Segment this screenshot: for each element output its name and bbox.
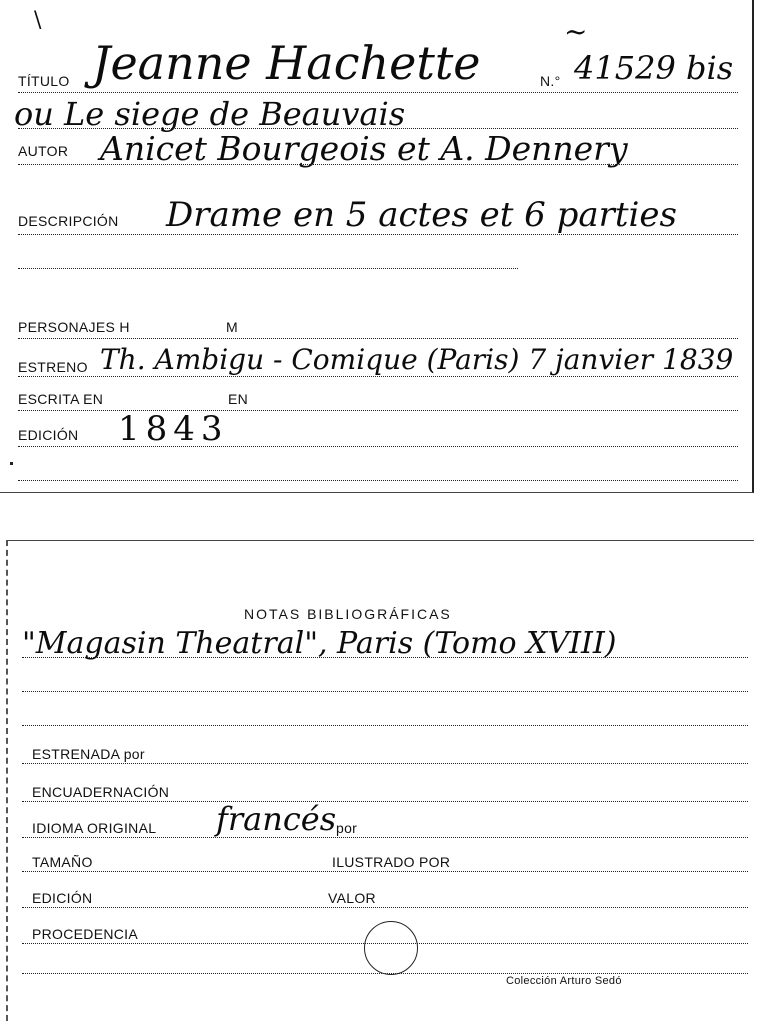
encuadernacion-line <box>22 801 748 802</box>
notas-label: NOTAS BIBLIOGRÁFICAS <box>244 606 452 622</box>
personajes-line <box>18 338 738 339</box>
estreno-line <box>18 376 738 377</box>
estreno-value: Th. Ambigu - Comique (Paris) 7 janvier 1839 <box>100 343 734 376</box>
edicion-b-label: EDICIÓN <box>32 890 93 906</box>
idioma-por-label: por <box>336 820 358 836</box>
numero-tilde-mark: ~ <box>564 15 588 48</box>
estreno-label: ESTRENO <box>18 359 88 375</box>
titulo-line <box>18 92 738 93</box>
numero-label: N.° <box>540 73 561 89</box>
accent-mark: \ <box>34 8 42 33</box>
catalog-card-bottom <box>6 540 754 1021</box>
numero-value: 41529 bis <box>574 49 734 87</box>
edicion-value: 1843 <box>118 409 229 449</box>
titulo-label: TÍTULO <box>18 73 70 89</box>
notas-line-3 <box>22 725 748 726</box>
autor-line <box>18 164 738 165</box>
tamano-label: TAMAÑO <box>32 854 93 870</box>
estrenada-line <box>22 763 748 764</box>
dot-mark <box>10 462 13 465</box>
valor-label: VALOR <box>328 890 376 906</box>
notas-value: "Magasin Theatral", Paris (Tomo XVIII) <box>22 626 617 661</box>
personajes-label: PERSONAJES H <box>18 319 130 335</box>
subtitulo-value: ou Le siege de Beauvais <box>14 95 406 133</box>
blank-line <box>18 480 738 481</box>
personajes-m-label: M <box>226 319 238 335</box>
descripcion-line-1 <box>18 234 738 235</box>
coleccion-label: Colección Arturo Sedó <box>506 975 622 987</box>
encuadernacion-label: ENCUADERNACIÓN <box>32 784 170 800</box>
idioma-line <box>22 837 748 838</box>
procedencia-label: PROCEDENCIA <box>32 926 138 942</box>
notas-line-1 <box>22 657 748 658</box>
ilustrado-label: ILUSTRADO POR <box>332 854 451 870</box>
idioma-label: IDIOMA ORIGINAL <box>32 820 157 836</box>
descripcion-line-2 <box>18 268 518 269</box>
tamano-line <box>22 871 748 872</box>
autor-value: Anicet Bourgeois et A. Dennery <box>100 129 628 168</box>
escrita-en2-label: EN <box>228 391 249 407</box>
titulo-value: Jeanne Hachette <box>92 36 481 90</box>
notas-line-2 <box>22 691 748 692</box>
idioma-value: francés <box>216 800 337 838</box>
estrenada-label: ESTRENADA por <box>32 746 145 762</box>
stamp-circle <box>364 921 418 975</box>
autor-label: AUTOR <box>18 143 69 159</box>
descripcion-label: DESCRIPCIÓN <box>18 213 119 229</box>
catalog-card-top <box>0 0 754 493</box>
edicion-b-line <box>22 907 748 908</box>
escrita-en-label: ESCRITA EN <box>18 391 104 407</box>
edicion-label: EDICIÓN <box>18 427 79 443</box>
edicion-line <box>18 446 738 447</box>
descripcion-value: Drame en 5 actes et 6 parties <box>166 195 677 235</box>
